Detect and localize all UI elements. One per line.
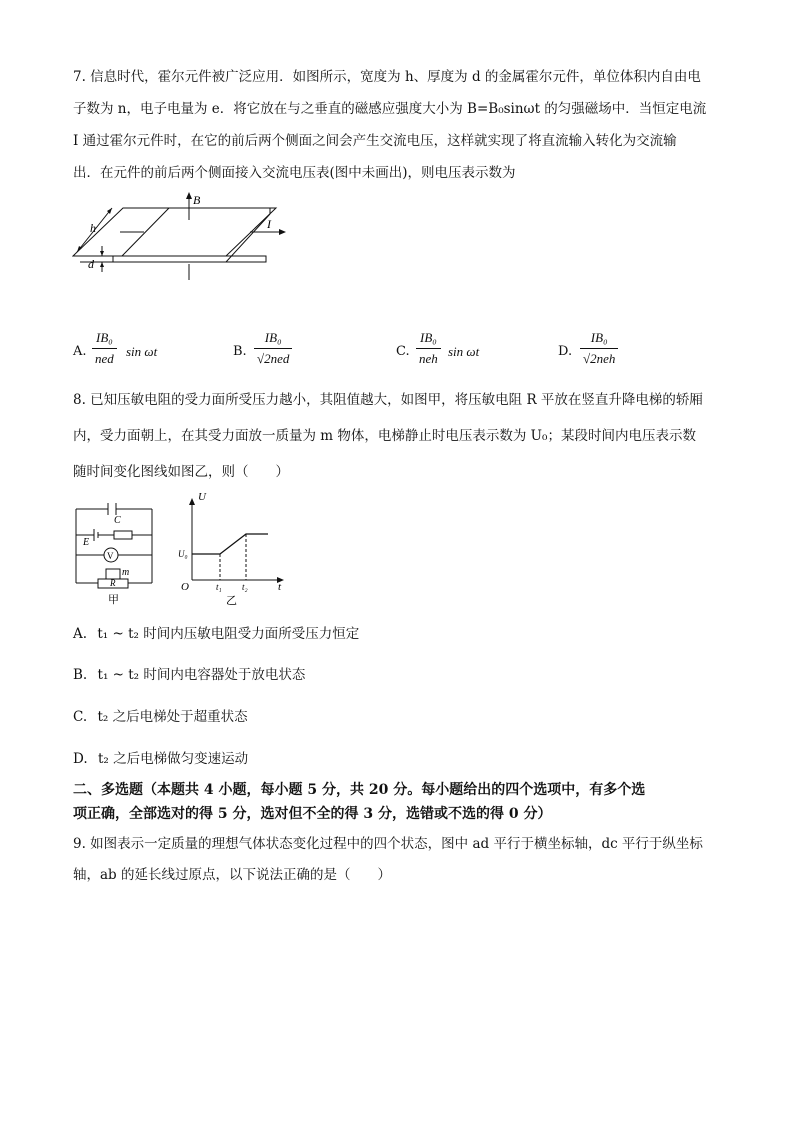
option-text: t₁ ~ t₂ 时间内压敏电阻受力面所受压力恒定 bbox=[97, 626, 360, 642]
q7-option-c-letter[interactable]: C. bbox=[396, 344, 410, 359]
q7-option-a-tail: sin ωt bbox=[126, 344, 158, 359]
option-letter: D. bbox=[73, 751, 88, 767]
fraction-numerator: IB₀ bbox=[419, 330, 437, 345]
q8-option-a[interactable] bbox=[73, 625, 359, 643]
q7-line-4: 出．在元件的前后两个侧面接入交流电压表(图中未画出)，则电压表示数为 bbox=[73, 165, 516, 181]
q7-line-2: 子数为 n，电子电量为 e．将它放在与之垂直的磁感应强度大小为 B=B₀sinωt 的匀强磁场中．当恒定电流 bbox=[73, 101, 707, 117]
option-letter: C. bbox=[73, 709, 88, 725]
section-2-heading-line-2: 项正确，全部选对的得 5 分，选对但不全的得 3 分，选错或不选的得 0 分） bbox=[73, 806, 552, 822]
option-letter: B. bbox=[73, 667, 88, 683]
hall-element-figure bbox=[72, 190, 292, 285]
graph-u-curve bbox=[192, 534, 268, 554]
fraction-denominator: √2ned bbox=[257, 351, 290, 366]
label-v: V bbox=[107, 551, 114, 561]
label-i: I bbox=[267, 217, 271, 231]
q7-option-d-letter[interactable]: D. bbox=[558, 344, 573, 359]
voltage-time-graph bbox=[176, 488, 291, 606]
label-m: m bbox=[122, 567, 130, 578]
q7-option-c-fraction bbox=[416, 330, 441, 367]
q8-line-1: 8. 已知压敏电阻的受力面所受压力越小，其阻值越大，如图甲，将压敏电阻 R 平放在竖直升降电梯的轿厢 bbox=[73, 392, 703, 408]
label-d: d bbox=[88, 257, 94, 271]
circuit-diagram bbox=[70, 495, 160, 607]
option-text: t₂ 之后电梯做匀变速运动 bbox=[97, 751, 249, 767]
q7-line-3: I 通过霍尔元件时，在它的前后两个侧面之间会产生交流电压，这样就实现了将直流输入转化为交流输 bbox=[73, 133, 677, 149]
section-2-heading-line-1: 二、多选题（本题共 4 小题，每小题 5 分，共 20 分。每小题给出的四个选项中，有多个选 bbox=[73, 782, 646, 798]
q8-option-d[interactable] bbox=[73, 750, 248, 768]
fraction-bar bbox=[254, 348, 292, 349]
label-t2: t₂ bbox=[242, 582, 248, 592]
q7-option-b-letter[interactable]: B. bbox=[233, 344, 247, 359]
q7-option-c-tail: sin ωt bbox=[448, 344, 480, 359]
q7-option-d-fraction bbox=[580, 330, 618, 367]
fraction-bar bbox=[580, 348, 618, 349]
label-b: B bbox=[193, 193, 201, 207]
label-t1: t₁ bbox=[216, 582, 222, 592]
caption-yi: 乙 bbox=[226, 595, 237, 606]
fraction-bar bbox=[92, 348, 117, 349]
q9-line-2: 轴，ab 的延长线过原点，以下说法正确的是（ ） bbox=[73, 867, 391, 883]
fraction-numerator: IB₀ bbox=[264, 330, 282, 345]
option-text: t₂ 之后电梯处于超重状态 bbox=[97, 709, 248, 725]
y-arrow-icon bbox=[189, 498, 195, 505]
fraction-numerator: IB₀ bbox=[590, 330, 608, 345]
q8-option-c[interactable] bbox=[73, 708, 248, 726]
fraction-denominator: ned bbox=[95, 351, 114, 366]
label-u: U bbox=[198, 491, 206, 503]
q7-option-a-letter[interactable]: A. bbox=[73, 344, 87, 359]
label-h: h bbox=[90, 221, 96, 235]
q7-line-1: 7. 信息时代，霍尔元件被广泛应用．如图所示，宽度为 h、厚度为 d 的金属霍尔元件，单位体积内自由电 bbox=[73, 69, 701, 85]
label-c: C bbox=[114, 515, 121, 526]
fraction-denominator: neh bbox=[419, 351, 438, 366]
caption-jia: 甲 bbox=[108, 594, 119, 606]
i-arrow-icon bbox=[279, 229, 286, 235]
q8-line-2: 内，受力面朝上，在其受力面放一质量为 m 物体，电梯静止时电压表示数为 U₀；某段时间内电压表示数 bbox=[73, 428, 696, 444]
slab-top-face bbox=[73, 208, 276, 256]
q8-option-b[interactable] bbox=[73, 666, 305, 684]
q8-line-3: 随时间变化图线如图乙，则（ ） bbox=[73, 464, 289, 480]
q7-option-a-fraction bbox=[92, 330, 117, 367]
label-u0: U₀ bbox=[178, 549, 188, 559]
slab-front-face bbox=[113, 256, 266, 262]
b-arrow-icon bbox=[186, 192, 192, 199]
option-letter: A. bbox=[73, 626, 88, 642]
fraction-denominator: √2neh bbox=[583, 351, 616, 366]
label-e: E bbox=[83, 537, 90, 548]
label-r: R bbox=[110, 578, 116, 588]
fraction-numerator: IB₀ bbox=[95, 330, 113, 345]
label-t: t bbox=[278, 581, 282, 593]
option-text: t₁ ~ t₂ 时间内电容器处于放电状态 bbox=[97, 667, 306, 683]
label-o: O bbox=[181, 581, 189, 593]
q9-line-1: 9. 如图表示一定质量的理想气体状态变化过程中的四个状态，图中 ad 平行于横坐标轴，dc 平行于纵坐标 bbox=[73, 836, 703, 852]
q7-option-b-fraction bbox=[254, 330, 292, 367]
fraction-bar bbox=[416, 348, 441, 349]
